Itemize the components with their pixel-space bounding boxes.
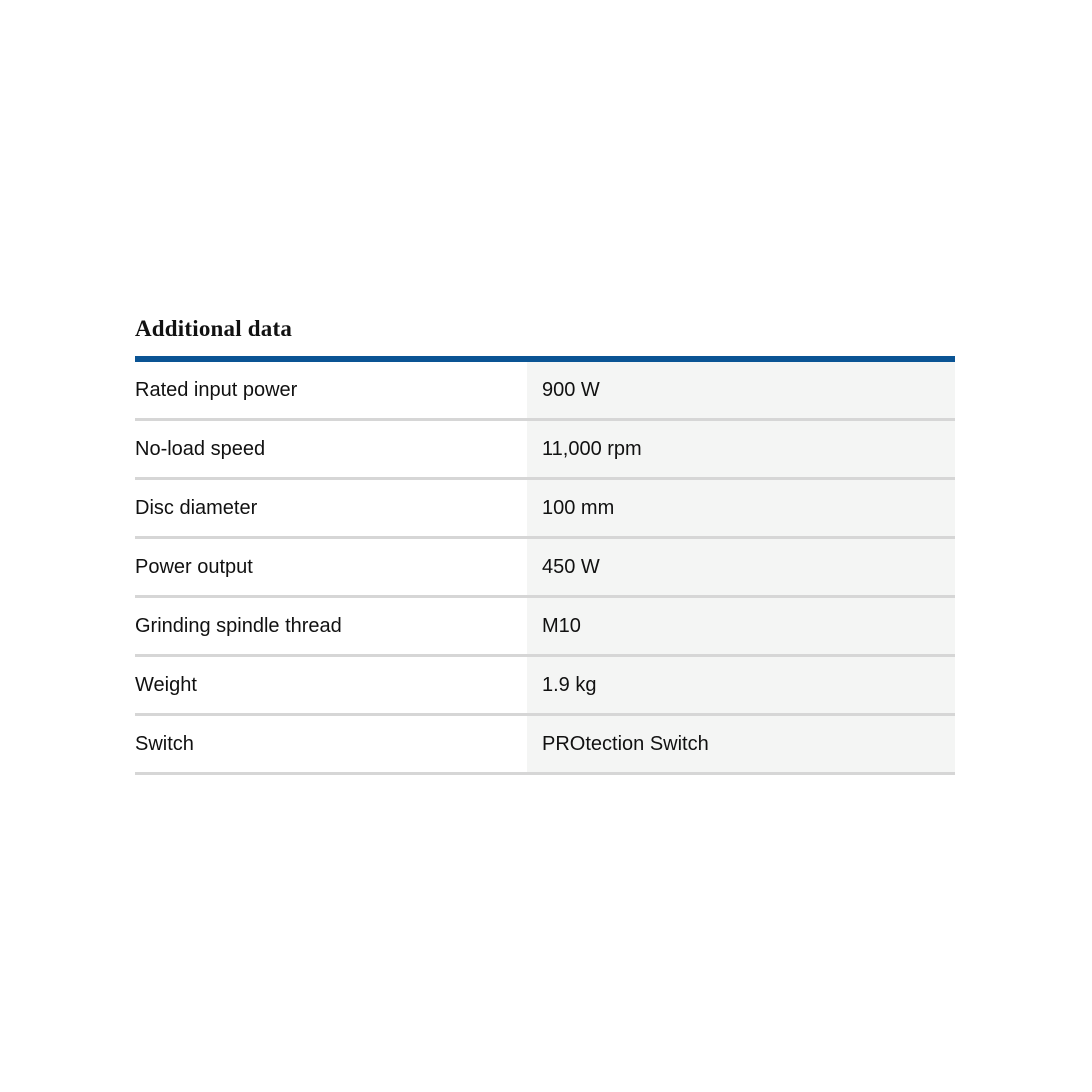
spec-label: Grinding spindle thread xyxy=(135,597,527,656)
spec-value: 1.9 kg xyxy=(527,656,955,715)
spec-row-weight xyxy=(135,656,955,715)
section-title: Additional data xyxy=(135,316,293,341)
spec-label: Weight xyxy=(135,656,527,715)
spec-table xyxy=(135,362,955,775)
spec-value: 900 W xyxy=(527,362,955,420)
spec-label: Rated input power xyxy=(135,362,527,420)
spec-label: Disc diameter xyxy=(135,479,527,538)
spec-label: Switch xyxy=(135,715,527,774)
spec-value: PROtection Switch xyxy=(527,715,955,774)
spec-row-rated-input-power xyxy=(135,362,955,420)
spec-value: 11,000 rpm xyxy=(527,420,955,479)
spec-row-switch xyxy=(135,715,955,774)
spec-value: M10 xyxy=(527,597,955,656)
additional-data-section xyxy=(135,312,955,775)
spec-label: No-load speed xyxy=(135,420,527,479)
spec-row-disc-diameter xyxy=(135,479,955,538)
spec-value: 450 W xyxy=(527,538,955,597)
spec-row-grinding-spindle-thread xyxy=(135,597,955,656)
spec-label: Power output xyxy=(135,538,527,597)
spec-row-no-load-speed xyxy=(135,420,955,479)
spec-row-power-output xyxy=(135,538,955,597)
spec-value: 100 mm xyxy=(527,479,955,538)
